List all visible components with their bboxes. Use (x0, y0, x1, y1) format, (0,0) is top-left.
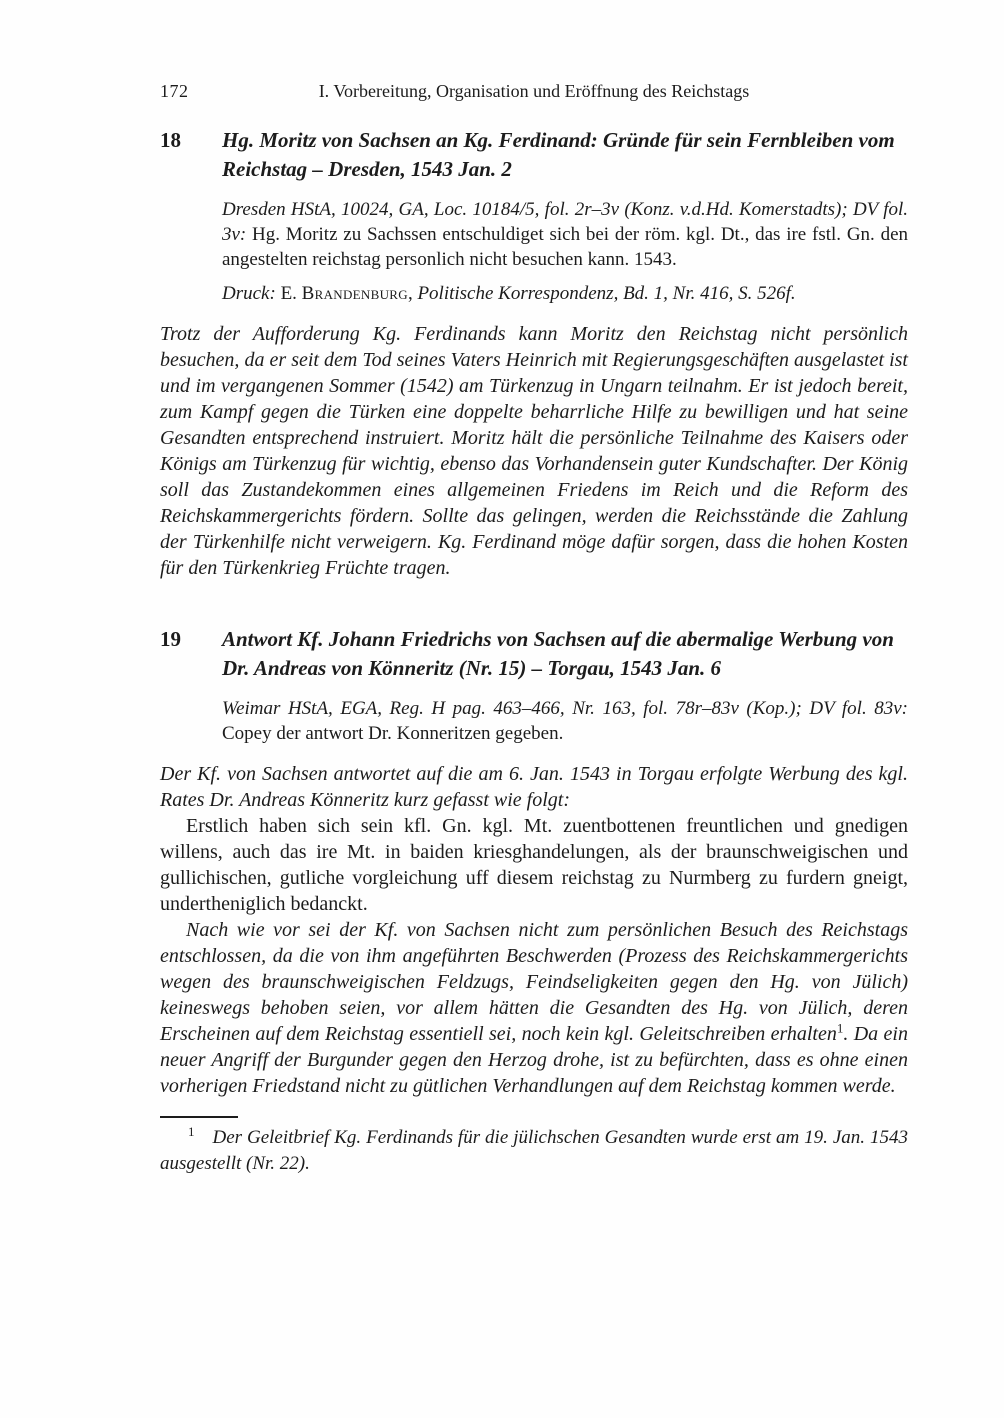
footnote-area (160, 1116, 908, 1177)
entry-19-body (160, 761, 908, 1099)
footnote-rule (160, 1116, 238, 1118)
footnote-reference: 1 (836, 1020, 844, 1036)
summary-text-after-footnote: . Da ein neuer Angriff der Burgunder gegen den Herzog drohe, ist zu befürchten, dass es ohne einen vorherigen Friedstand nicht zu gütlichen Verhandlungen auf dem Reichstag kommen werde. (160, 1023, 908, 1097)
entry-18-summary: Trotz der Aufforderung Kg. Ferdinands kann Moritz den Reichstag nicht persönlich besuchen, da er seit dem Tod seines Vaters Heinrich mit Regierungsgeschäften ausgelastet ist und im vergangenen Sommer (1542) am Türkenzug in Ungarn teilnahm. Er ist jedoch bereit, zum Kampf gegen die Türken eine doppelte beharrliche Hilfe zu bewilligen und hat seine Gesandten entsprechend instruiert. Moritz hält die persönliche Teilnahme des Kaisers oder Königs am Türkenzug für wichtig, ebenso das Vorhandensein guter Kundschafter. Der König soll das Zustandekommen eines allgemeinen Friedens im Reich und die Reform des Reichskammergerichts fördern. Sollte das gelingen, werden die Reichsstände die Zahlung der Türkenhilfe nicht verweigern. Kg. Ferdinand möge dafür sorgen, dass die hohen Kosten für den Türkenkrieg Früchte tragen. (160, 323, 908, 579)
archive-signature: Dresden HStA, 10024, GA, Loc. 10184/5, fol. 2r–3v (Konz. v.d.Hd. Komerstadts); DV fol. 3v: (222, 199, 908, 245)
print-author-surname: Brandenburg (301, 283, 408, 304)
page-number: 172 (160, 81, 189, 101)
entry-18-print-reference (222, 281, 908, 306)
archive-signature: Weimar HStA, EGA, Reg. H pag. 463–466, Nr. 163, fol. 78r–83v (Kop.); DV fol. 83v: (222, 698, 908, 719)
footnote-marker: 1 (188, 1123, 195, 1139)
entry-19-archive-reference (222, 696, 908, 746)
entry-19-title: Antwort Kf. Johann Friedrichs von Sachsen auf die abermalige Werbung von Dr. Andreas von Könneritz (Nr. 15) – Torgau, 1543 Jan. 6 (222, 627, 894, 680)
print-separator: , (407, 283, 418, 304)
entry-18-archive-reference (222, 197, 908, 272)
running-header (160, 80, 908, 102)
entry-18 (160, 126, 908, 581)
entry-18-heading (160, 126, 908, 184)
summary-text-before-footnote: Nach wie vor sei der Kf. von Sachsen nicht zum persönlichen Besuch des Reichstags entschlossen, da die von ihm angeführten Beschwerden (Prozess des Reichskammergerichts wegen des braunschweigischen Feldzugs, Feindseligkeiten gegen den Hg. von Jülich) keineswegs behoben seien, vor allem hätten die Gesandten des Hg. von Jülich, deren Erscheinen auf dem Reichstag essentiell sei, noch kein kgl. Geleitschreiben erhalten (160, 919, 908, 1045)
entry-19-transcription: Erstlich haben sich sein kfl. Gn. kgl. Mt. zuentbottenen freuntlichen und gnedigen willens, auch das ire Mt. in baiden kriesghandelungen, als der braunschweigischen und gullichischen, gutliche vorgleichung uff diesem reichstag zu Nurmberg zu furdern gneigt, undertheniglich bedanckt. (160, 815, 908, 915)
archive-note: Hg. Moritz zu Sachssen entschuldiget sich bei der röm. kgl. Dt., das ire fstl. Gn. den angestelten reichstag personlich nicht besuchen kann. 1543. (222, 224, 908, 270)
entry-19-summary-intro: Der Kf. von Sachsen antwortet auf die am 6. Jan. 1543 in Torgau erfolgte Werbung des kgl. Rates Dr. Andreas Könneritz kurz gefasst wie folgt: (160, 763, 908, 811)
archive-note: Copey der antwort Dr. Konneritzen gegeben. (222, 723, 564, 744)
footnote-text: Der Geleitbrief Kg. Ferdinands für die jülichschen Gesandten wurde erst am 19. Jan. 1543 ausgestellt (Nr. 22). (160, 1127, 908, 1174)
print-title: Politische Korrespondenz, Bd. 1, Nr. 416, S. 526f. (417, 283, 796, 304)
entry-19-heading (160, 625, 908, 683)
running-head: I. Vorbereitung, Organisation und Eröffnung des Reichstags (318, 81, 750, 101)
print-author-initial: E. (280, 283, 302, 304)
entry-19-source-block (222, 696, 908, 746)
entry-18-number: 18 (160, 128, 181, 152)
entry-19 (160, 625, 908, 1099)
entry-18-title: Hg. Moritz von Sachsen an Kg. Ferdinand: Gründe für sein Fernbleiben vom Reichstag – Dresden, 1543 Jan. 2 (222, 128, 895, 181)
entry-19-summary-continued (160, 917, 908, 1099)
footnote (160, 1125, 908, 1177)
print-label: Druck: (222, 283, 281, 304)
entry-19-number: 19 (160, 627, 181, 651)
entry-18-source-block (222, 197, 908, 306)
